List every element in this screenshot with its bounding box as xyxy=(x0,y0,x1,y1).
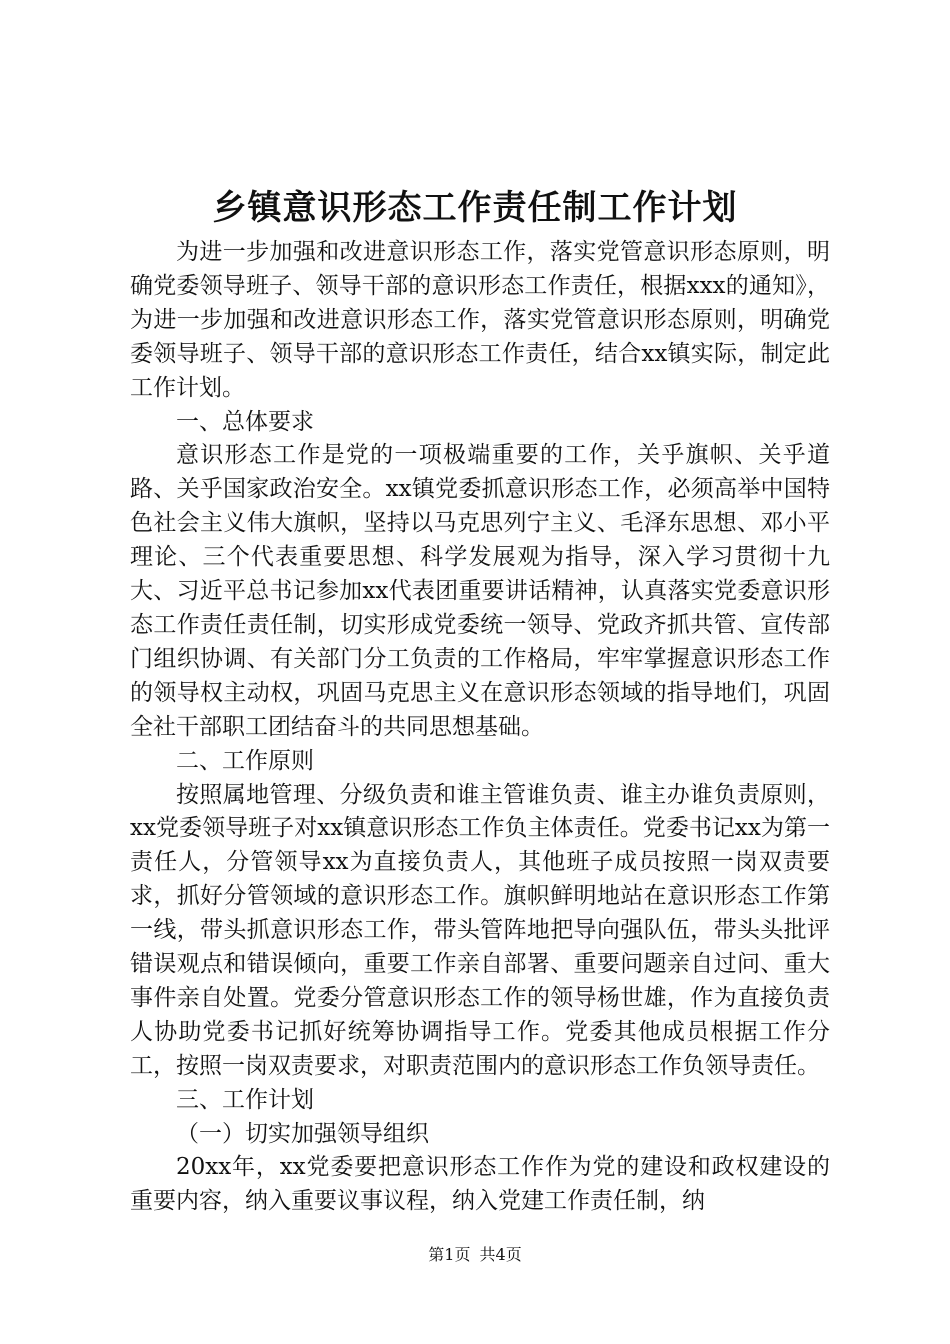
section-heading-work-plan: 三、工作计划 xyxy=(176,1086,314,1113)
section-heading-general-requirements: 一、总体要求 xyxy=(176,408,314,435)
leadership-paragraph: 20xx年，xx党委要把意识形态工作作为党的建设和政权建设的重要内容，纳入重要议事议程，纳入党建工作责任制，纳 xyxy=(130,1154,830,1215)
page-number: 第1页 xyxy=(428,1245,471,1264)
page-footer xyxy=(0,1243,950,1267)
page-total: 共4页 xyxy=(479,1245,522,1264)
intro-paragraph: 为进一步加强和改进意识形态工作，落实党管意识形态原则，明确党委领导班子、领导干部的意识形态工作责任，根据xxx的通知》，为进一步加强和改进意识形态工作，落实党管意识形态原则，明确党委领导班子、领导干部的意识形态工作责任，结合xx镇实际，制定此工作计划。 xyxy=(130,239,830,401)
document-title: 乡镇意识形态工作责任制工作计划 xyxy=(212,188,738,228)
section-heading-work-principles: 二、工作原则 xyxy=(176,747,314,774)
subsection-heading-leadership: （一）切实加强领导组织 xyxy=(176,1120,429,1147)
work-principles-paragraph: 按照属地管理、分级负责和谁主管谁负责、谁主办谁负责原则，xx党委领导班子对xx镇意识形态工作负主体责任。党委书记xx为第一责任人，分管领导xx为直接负责人，其他班子成员按照一岗双责要求，抓好分管领域的意识形态工作。旗帜鲜明地站在意识形态工作第一线，带头抓意识形态工作，带头管阵地把导向强队伍，带头头批评错误观点和错误倾向，重要工作亲自部署、重要问题亲自过问、重大事件亲自处置。党委分管意识形态工作的领导杨世雄，作为直接负责人协助党委书记抓好统筹协调指导工作。党委其他成员根据工作分工，按照一岗双责要求，对职责范围内的意识形态工作负领导责任。 xyxy=(130,781,830,1079)
general-requirements-paragraph: 意识形态工作是党的一项极端重要的工作，关乎旗帜、关乎道路、关乎国家政治安全。xx镇党委抓意识形态工作，必须高举中国特色社会主义伟大旗帜，坚持以马克思列宁主义、毛泽东思想、邓小平理论、三个代表重要思想、科学发展观为指导，深入学习贯彻十九大、习近平总书记参加xx代表团重要讲话精神，认真落实党委意识形态工作责任责任制，切实形成党委统一领导、党政齐抓共管、宣传部门组织协调、有关部门分工负责的工作格局，牢牢掌握意识形态工作的领导权主动权，巩固马克思主义在意识形态领域的指导地们，巩固全社干部职工团结奋斗的共同思想基础。 xyxy=(130,442,830,740)
document-body xyxy=(130,236,830,1219)
